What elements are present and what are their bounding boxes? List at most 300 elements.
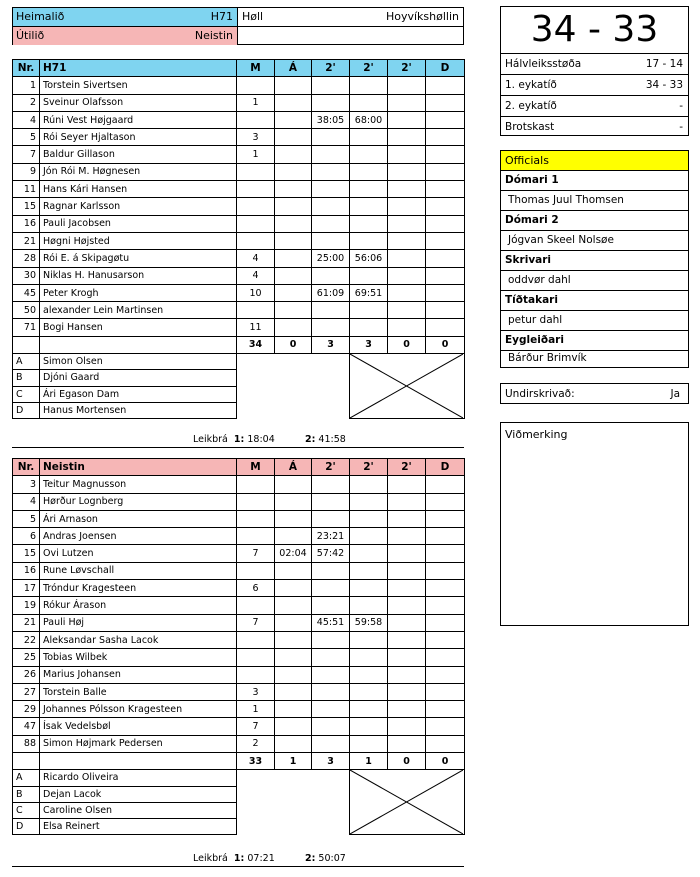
away-team-table (12, 458, 465, 835)
total-s2: 1 (350, 753, 388, 770)
player-row (13, 666, 465, 683)
player-disqualification (426, 562, 465, 579)
player-goals: 4 (237, 267, 275, 284)
col-a: Á (275, 459, 312, 476)
official-name (501, 231, 688, 251)
player-suspension-2 (350, 319, 388, 336)
player-row (13, 163, 465, 180)
player-warning (275, 77, 312, 94)
officials-header (501, 151, 688, 171)
official-role-text: Tíðtakari (505, 294, 558, 306)
player-row (13, 631, 465, 648)
player-suspension-1: 23:21 (312, 528, 350, 545)
team-official-row (13, 770, 465, 786)
col-nr: Nr. (13, 60, 40, 77)
player-row (13, 215, 465, 232)
col-m: M (237, 459, 275, 476)
player-suspension-1 (312, 129, 350, 146)
player-suspension-1 (312, 302, 350, 319)
player-row (13, 319, 465, 336)
player-disqualification (426, 735, 465, 752)
player-name: Niklas H. Hanusarson (40, 267, 237, 284)
official-name-text: Thomas Juul Thomsen (508, 194, 624, 206)
player-disqualification (426, 580, 465, 597)
remarks-label: Viðmerking (505, 428, 568, 441)
player-warning (275, 129, 312, 146)
player-warning (275, 666, 312, 683)
player-name: Hørður Lognberg (40, 493, 237, 510)
player-warning (275, 284, 312, 301)
player-name: Bogi Hansen (40, 319, 237, 336)
player-goals: 7 (237, 545, 275, 562)
score-row-value: - (679, 100, 683, 112)
player-warning (275, 683, 312, 700)
player-row (13, 718, 465, 735)
player-disqualification (426, 302, 465, 319)
player-number: 15 (13, 545, 40, 562)
player-row (13, 701, 465, 718)
official-name (501, 271, 688, 291)
player-number: 5 (13, 510, 40, 527)
player-suspension-2 (350, 510, 388, 527)
official-spacer (237, 786, 350, 802)
player-number: 47 (13, 718, 40, 735)
player-suspension-2 (350, 267, 388, 284)
player-number: 25 (13, 649, 40, 666)
official-role (501, 291, 688, 311)
player-goals (237, 163, 275, 180)
col-m: M (237, 60, 275, 77)
player-number: 16 (13, 215, 40, 232)
away-divider (12, 866, 464, 867)
player-row (13, 129, 465, 146)
player-suspension-3 (388, 284, 426, 301)
player-name: Rókur Árason (40, 597, 237, 614)
player-number: 2 (13, 94, 40, 111)
player-row (13, 181, 465, 198)
team-official-name: Caroline Olsen (40, 802, 237, 818)
team-official-row (13, 354, 465, 370)
player-suspension-2 (350, 735, 388, 752)
official-spacer (237, 402, 350, 418)
player-suspension-1 (312, 597, 350, 614)
player-suspension-3 (388, 319, 426, 336)
player-row (13, 528, 465, 545)
player-suspension-2: 68:00 (350, 111, 388, 128)
timeout-1-key: 1: (233, 434, 245, 445)
player-suspension-1 (312, 649, 350, 666)
player-name: Torstein Sivertsen (40, 77, 237, 94)
player-suspension-1 (312, 163, 350, 180)
total-s2: 3 (350, 336, 388, 353)
col-2min-3: 2' (388, 60, 426, 77)
official-role (501, 251, 688, 271)
player-suspension-1 (312, 718, 350, 735)
total-s3: 0 (388, 336, 426, 353)
away-label: Útilið (16, 29, 45, 42)
player-name: Rune Løvschall (40, 562, 237, 579)
player-disqualification (426, 94, 465, 111)
home-divider (12, 447, 464, 448)
player-goals (237, 181, 275, 198)
official-spacer (237, 370, 350, 386)
player-suspension-2 (350, 215, 388, 232)
player-disqualification (426, 631, 465, 648)
player-warning (275, 701, 312, 718)
player-goals (237, 198, 275, 215)
player-suspension-3 (388, 181, 426, 198)
player-suspension-1 (312, 510, 350, 527)
player-suspension-1 (312, 232, 350, 249)
player-number: 21 (13, 614, 40, 631)
player-number: 16 (13, 562, 40, 579)
player-row (13, 284, 465, 301)
player-warning (275, 631, 312, 648)
player-suspension-2 (350, 580, 388, 597)
score-row-value: 34 - 33 (645, 79, 683, 91)
col-2min-3: 2' (388, 459, 426, 476)
player-suspension-3 (388, 666, 426, 683)
player-suspension-3 (388, 476, 426, 493)
player-disqualification (426, 545, 465, 562)
player-warning (275, 562, 312, 579)
player-suspension-3 (388, 683, 426, 700)
player-suspension-1 (312, 181, 350, 198)
player-name: Pauli Jacobsen (40, 215, 237, 232)
official-name-text: Bárður Brimvík (508, 352, 587, 364)
player-goals: 1 (237, 94, 275, 111)
player-name: Peter Krogh (40, 284, 237, 301)
player-name: alexander Lein Martinsen (40, 302, 237, 319)
player-number: 4 (13, 493, 40, 510)
total-m: 33 (237, 753, 275, 770)
player-goals: 1 (237, 701, 275, 718)
player-goals (237, 493, 275, 510)
player-row (13, 250, 465, 267)
player-suspension-2 (350, 701, 388, 718)
player-warning (275, 319, 312, 336)
player-suspension-1 (312, 319, 350, 336)
official-name-text: petur dahl (508, 314, 563, 326)
player-goals (237, 528, 275, 545)
player-suspension-2: 56:06 (350, 250, 388, 267)
player-disqualification (426, 163, 465, 180)
player-suspension-1 (312, 666, 350, 683)
player-row (13, 493, 465, 510)
away-table-header (13, 459, 465, 476)
team-official-name: Ári Egason Dam (40, 386, 237, 402)
home-team-table (12, 59, 465, 419)
player-goals (237, 302, 275, 319)
player-suspension-3 (388, 267, 426, 284)
player-number: 50 (13, 302, 40, 319)
official-name (501, 191, 688, 211)
player-disqualification (426, 683, 465, 700)
player-suspension-3 (388, 735, 426, 752)
player-warning (275, 215, 312, 232)
player-warning (275, 94, 312, 111)
player-disqualification (426, 510, 465, 527)
player-warning (275, 181, 312, 198)
player-name: Ragnar Karlsson (40, 198, 237, 215)
player-disqualification (426, 111, 465, 128)
remarks-box (500, 422, 689, 626)
player-suspension-3 (388, 77, 426, 94)
col-d: D (426, 459, 465, 476)
player-warning (275, 493, 312, 510)
player-suspension-3 (388, 94, 426, 111)
player-suspension-1 (312, 683, 350, 700)
player-suspension-1: 45:51 (312, 614, 350, 631)
player-number: 30 (13, 267, 40, 284)
totals-row (13, 336, 465, 353)
player-disqualification (426, 649, 465, 666)
player-suspension-3 (388, 597, 426, 614)
player-number: 11 (13, 181, 40, 198)
score-row-label: 2. eykatíð (505, 100, 557, 112)
player-suspension-2 (350, 476, 388, 493)
player-name: Høgni Højsted (40, 232, 237, 249)
score-row-value: - (679, 121, 683, 133)
team-official-name: Djóni Gaard (40, 370, 237, 386)
officials-title: Officials (505, 154, 549, 167)
player-suspension-3 (388, 614, 426, 631)
score-row-label: Brotskast (505, 121, 555, 133)
player-row (13, 111, 465, 128)
player-suspension-3 (388, 545, 426, 562)
player-number: 15 (13, 198, 40, 215)
player-row (13, 580, 465, 597)
col-a: Á (275, 60, 312, 77)
total-d: 0 (426, 753, 465, 770)
player-suspension-3 (388, 510, 426, 527)
player-name: Baldur Gillason (40, 146, 237, 163)
player-suspension-1 (312, 267, 350, 284)
player-suspension-2 (350, 528, 388, 545)
total-m: 34 (237, 336, 275, 353)
player-goals: 3 (237, 683, 275, 700)
player-row (13, 649, 465, 666)
player-suspension-3 (388, 215, 426, 232)
player-number: 71 (13, 319, 40, 336)
player-disqualification (426, 614, 465, 631)
player-suspension-1: 61:09 (312, 284, 350, 301)
player-suspension-1 (312, 215, 350, 232)
player-suspension-2 (350, 302, 388, 319)
total-s1: 3 (312, 753, 350, 770)
official-spacer (237, 770, 350, 786)
player-suspension-3 (388, 129, 426, 146)
player-disqualification (426, 267, 465, 284)
officials-box (500, 150, 689, 368)
player-name: Torstein Balle (40, 683, 237, 700)
player-disqualification (426, 250, 465, 267)
team-official-name: Simon Olsen (40, 354, 237, 370)
score-row (501, 95, 688, 116)
player-row (13, 735, 465, 752)
player-suspension-3 (388, 111, 426, 128)
team-official-name: Dejan Lacok (40, 786, 237, 802)
official-role-text: Dómari 1 (505, 174, 559, 186)
official-cross-box (350, 354, 465, 419)
total-a: 1 (275, 753, 312, 770)
player-warning (275, 250, 312, 267)
player-suspension-3 (388, 198, 426, 215)
signed-label: Undirskrivað: (505, 388, 575, 400)
player-suspension-3 (388, 250, 426, 267)
player-warning (275, 146, 312, 163)
cross-icon (350, 354, 463, 418)
player-warning (275, 163, 312, 180)
player-suspension-2 (350, 232, 388, 249)
timeout-2-value: 50:07 (318, 853, 346, 864)
player-row (13, 302, 465, 319)
player-warning (275, 198, 312, 215)
official-role (501, 211, 688, 231)
total-a: 0 (275, 336, 312, 353)
player-disqualification (426, 476, 465, 493)
player-suspension-2 (350, 146, 388, 163)
player-number: 26 (13, 666, 40, 683)
player-number: 88 (13, 735, 40, 752)
player-row (13, 198, 465, 215)
player-name: Teitur Magnusson (40, 476, 237, 493)
player-row (13, 683, 465, 700)
player-suspension-3 (388, 701, 426, 718)
player-name: Jón Rói M. Høgnesen (40, 163, 237, 180)
player-warning (275, 580, 312, 597)
score-row (501, 116, 688, 137)
player-suspension-1 (312, 562, 350, 579)
home-team-row (13, 8, 463, 26)
player-goals (237, 215, 275, 232)
player-number: 9 (13, 163, 40, 180)
player-goals (237, 476, 275, 493)
player-row (13, 232, 465, 249)
player-name: Ovi Lutzen (40, 545, 237, 562)
player-name: Tobias Wilbek (40, 649, 237, 666)
official-spacer (237, 802, 350, 818)
player-name: Sveinur Olafsson (40, 94, 237, 111)
official-role (501, 331, 688, 351)
player-number: 19 (13, 597, 40, 614)
player-disqualification (426, 701, 465, 718)
player-suspension-2: 69:51 (350, 284, 388, 301)
player-suspension-3 (388, 302, 426, 319)
player-disqualification (426, 597, 465, 614)
team-official-role: C (13, 386, 40, 402)
player-goals: 4 (237, 250, 275, 267)
player-suspension-2: 59:58 (350, 614, 388, 631)
player-disqualification (426, 718, 465, 735)
player-disqualification (426, 528, 465, 545)
player-suspension-3 (388, 146, 426, 163)
player-warning (275, 735, 312, 752)
official-spacer (237, 386, 350, 402)
player-goals (237, 510, 275, 527)
player-number: 6 (13, 528, 40, 545)
team-official-name: Ricardo Oliveira (40, 770, 237, 786)
player-suspension-3 (388, 649, 426, 666)
home-table-header (13, 60, 465, 77)
player-suspension-1 (312, 198, 350, 215)
score-row-label: 1. eykatíð (505, 79, 557, 91)
player-number: 45 (13, 284, 40, 301)
player-disqualification (426, 232, 465, 249)
official-spacer (237, 354, 350, 370)
player-disqualification (426, 493, 465, 510)
timeout-2-key: 2: (304, 434, 316, 445)
timeout-2-value: 41:58 (318, 434, 346, 445)
col-team-name: Neistin (40, 459, 237, 476)
team-official-role: D (13, 819, 40, 835)
player-goals: 7 (237, 614, 275, 631)
player-disqualification (426, 666, 465, 683)
total-d: 0 (426, 336, 465, 353)
player-name: Andras Joensen (40, 528, 237, 545)
player-goals: 11 (237, 319, 275, 336)
player-row (13, 597, 465, 614)
player-suspension-3 (388, 493, 426, 510)
home-team-label-cell (13, 8, 238, 26)
player-suspension-2 (350, 129, 388, 146)
player-warning (275, 476, 312, 493)
official-cross-box (350, 770, 465, 835)
player-suspension-3 (388, 562, 426, 579)
player-name: Simon Højmark Pedersen (40, 735, 237, 752)
player-goals: 1 (237, 146, 275, 163)
col-2min-1: 2' (312, 60, 350, 77)
official-role-text: Eygleiðari (505, 334, 564, 346)
player-number: 1 (13, 77, 40, 94)
totals-spacer (40, 753, 237, 770)
official-role-text: Skrivari (505, 254, 552, 266)
signed-value: Ja (670, 388, 680, 400)
player-suspension-2 (350, 545, 388, 562)
player-warning: 02:04 (275, 545, 312, 562)
player-suspension-1 (312, 77, 350, 94)
player-suspension-1 (312, 735, 350, 752)
total-s3: 0 (388, 753, 426, 770)
player-goals (237, 77, 275, 94)
player-suspension-1: 57:42 (312, 545, 350, 562)
col-2min-1: 2' (312, 459, 350, 476)
player-warning (275, 718, 312, 735)
hall-value: Hoyvíkshøllin (385, 10, 459, 23)
player-suspension-3 (388, 631, 426, 648)
team-official-role: A (13, 354, 40, 370)
score-box (500, 6, 689, 136)
player-row (13, 94, 465, 111)
player-name: Ári Arnason (40, 510, 237, 527)
player-suspension-3 (388, 718, 426, 735)
totals-spacer (13, 753, 40, 770)
player-suspension-2 (350, 493, 388, 510)
player-name: Hans Kári Hansen (40, 181, 237, 198)
score-row-value: 17 - 14 (645, 58, 683, 70)
player-warning (275, 614, 312, 631)
col-team-name: H71 (40, 60, 237, 77)
timeout-label: Leikbrá (193, 853, 228, 864)
player-suspension-3 (388, 232, 426, 249)
player-disqualification (426, 284, 465, 301)
player-warning (275, 111, 312, 128)
player-suspension-3 (388, 580, 426, 597)
player-name: Rúni Vest Højgaard (40, 111, 237, 128)
team-official-name: Elsa Reinert (40, 819, 237, 835)
player-number: 3 (13, 476, 40, 493)
player-disqualification (426, 181, 465, 198)
